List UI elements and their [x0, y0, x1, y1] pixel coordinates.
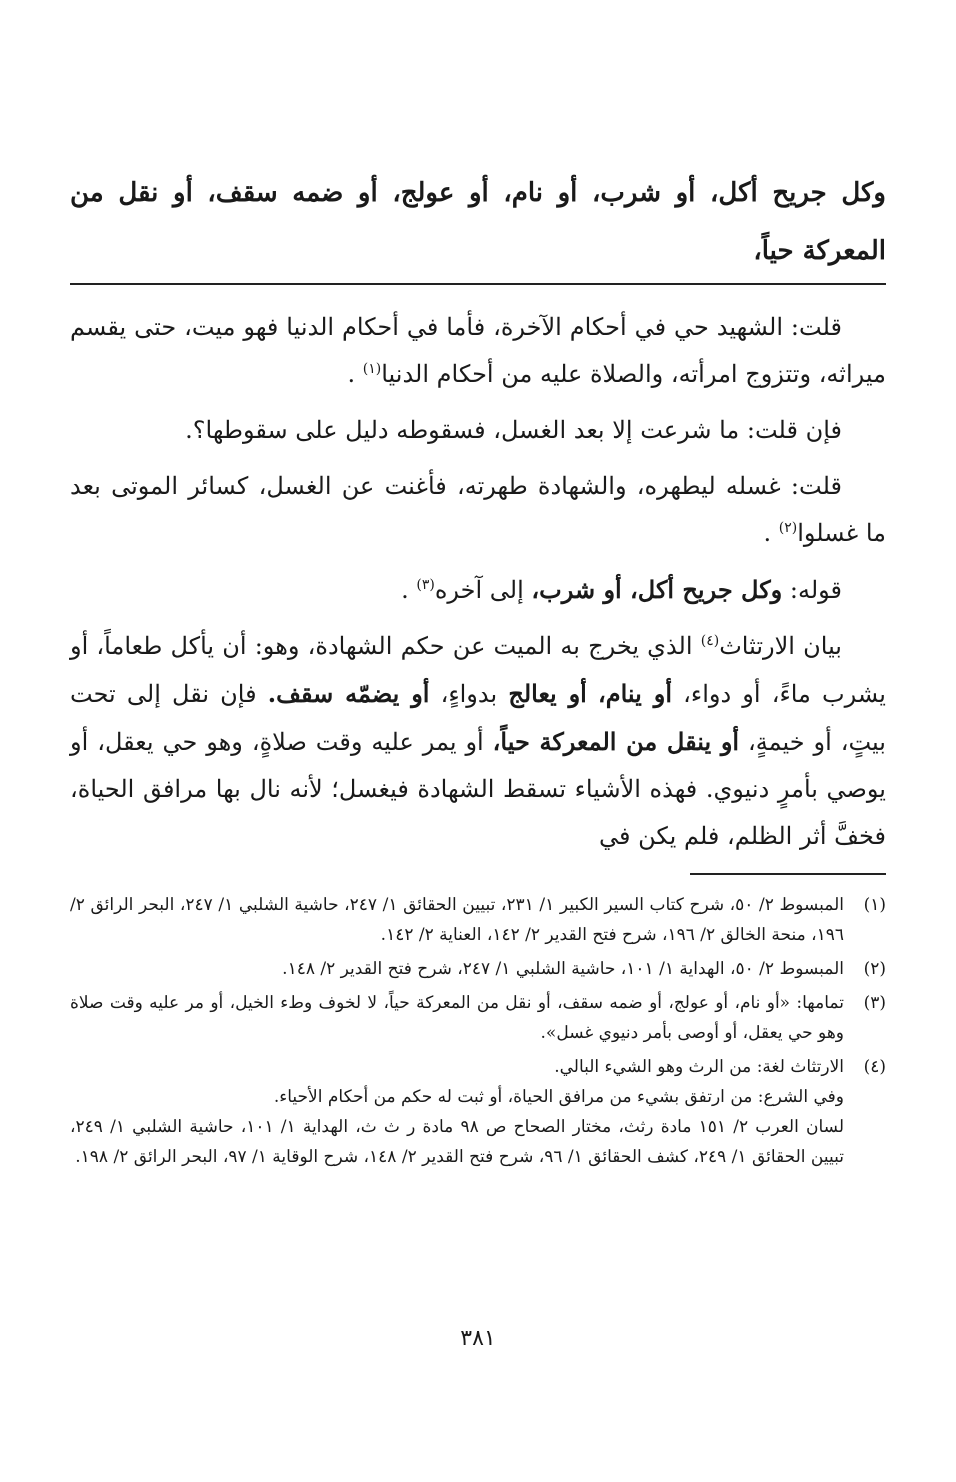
footnote-number: (٣) — [863, 993, 886, 1013]
footnote-line: لسان العرب ٢/ ١٥١ مادة رثث، مختار الصحاح ص ٩٨ مادة ر ث ث، الهداية ١/ ١٠١، حاشية الشلبي ١/ ٢٤٩، تبيين الحقائق ١/ ٢٤٩، كشف الحقائق ١/ ٩٦، شرح فتح القدير ٢/ ١٤٨، شرح الوقاية ١/ ٩٧، البحر الرائق ٢/ ١٩٨. — [70, 1117, 844, 1167]
footnote-line: وفي الشرع: من ارتفق بشيء من مرافق الحياة، أو ثبت له حكم من أحكام الأحياء. — [273, 1087, 844, 1107]
commentary-paragraph-1: قلت: الشهيد حي في أحكام الآخرة، فأما في أحكام الدنيا فهو ميت، حتى يقسم ميراثه، وتتزوج امرأته، والصلاة عليه من أحكام الدنيا$^{(١)}$ . — [70, 313, 886, 388]
footnote-1 — [70, 890, 886, 950]
footnote-line: تمامها: «أو نام، أو عولج، أو ضمه سقف، أو نقل من المعركة حياً، لا لخوف وطء الخيل، أو مر عليه وقت صلاة وهو حي يعقل، أو أوصى بأمر دنيوي غسل». — [70, 993, 844, 1043]
footnote-ref-2[interactable]: (٢) — [778, 520, 798, 536]
footnotes — [70, 890, 886, 1176]
footnote-line: المبسوط ٢/ ٥٠، الهداية ١/ ١٠١، حاشية الشلبي ١/ ٢٤٧، شرح فتح القدير ٢/ ١٤٨. — [282, 959, 844, 979]
commentary — [70, 304, 886, 860]
commentary-paragraph-3: قلت: غسله ليطهره، والشهادة طهرته، فأغنت عن الغسل، كسائر الموتى بعد ما غسلوا$^{(٢)}$ . — [70, 472, 886, 547]
matn-divider — [70, 283, 886, 285]
footnote-ref-4[interactable]: (٤) — [700, 633, 720, 649]
footnote-number: (٤) — [863, 1057, 886, 1077]
quoted-matn: وكل جريح أكل، أو شرب، — [531, 575, 783, 604]
footnote-line: المبسوط ٢/ ٥٠، شرح كتاب السير الكبير ١/ ٢٣١، تبيين الحقائق ١/ ٢٤٧، حاشية الشلبي ١/ ٢٤٧، البحر الرائق ٢/ ١٩٦، منحة الخالق ٢/ ١٩٦، شرح فتح القدير ٢/ ١٤٢، العناية ٢/ ١٤٢. — [70, 895, 844, 945]
commentary-paragraph-2: فإن قلت: ما شرعت إلا بعد الغسل، فسقوطه دليل على سقوطها؟. — [185, 416, 842, 444]
footnote-number: (١) — [863, 895, 886, 915]
footnote-2 — [70, 954, 886, 984]
commentary-paragraph-4: قوله: وكل جريح أكل، أو شرب، إلى آخره$^{(٣)}$ . — [401, 575, 842, 604]
footnote-3 — [70, 988, 886, 1048]
footnote-ref-1[interactable]: (١) — [362, 361, 382, 377]
footnote-line: الارتثاث لغة: من الرث وهو الشيء البالي. — [554, 1057, 844, 1077]
footnote-divider — [690, 873, 886, 875]
footnote-ref-3[interactable]: (٣) — [416, 577, 435, 593]
footnote-number: (٢) — [863, 959, 886, 979]
footnote-4 — [70, 1052, 886, 1172]
page-number: ٣٨١ — [460, 1326, 496, 1351]
matn-text: وكل جريح أكل، أو شرب، أو نام، أو عولج، أو ضمه سقف، أو نقل من المعركة حياً، — [70, 178, 886, 266]
commentary-paragraph-5: بيان الارتثاث$^{(٤)}$ الذي يخرج به الميت عن حكم الشهادة، وهو: أن يأكل طعاماً، أو يشرب ماءً، أو دواء، أو ينام، أو يعالج بدواءٍ، أو يضمّه سقف. فإن نقل إلى تحت بيتٍ، أو خيمةٍ، أو ينقل من المعركة حياً، أو يمر عليه وقت صلاةٍ، وهو حي يعقل، أو يوصي بأمرٍ دنيوي. فهذه الأشياء تسقط الشهادة فيغسل؛ لأنه نال بها مرافق الحياة، فخفَّ أثر الظلم، فلم يكن في — [70, 632, 886, 850]
